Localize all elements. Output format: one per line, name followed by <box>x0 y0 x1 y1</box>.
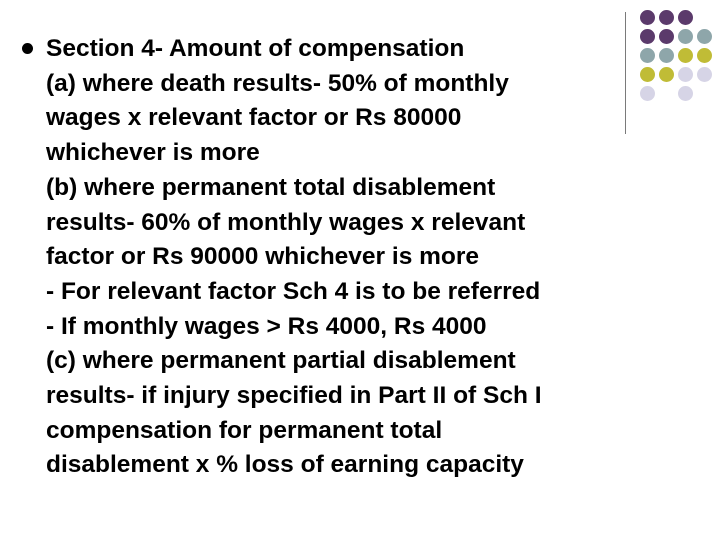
decorative-dot <box>659 10 674 25</box>
text-line: (a) where death results- 50% of monthly <box>46 69 509 97</box>
text-line: whichever is more <box>46 139 260 167</box>
text-line: - If monthly wages > Rs 4000, Rs 4000 <box>46 312 487 340</box>
text-line: Section 4- Amount of compensation <box>46 35 465 62</box>
text-line: results- if injury specified in Part II of Sch I <box>46 382 542 410</box>
text-line: (b) where permanent total disablement <box>46 173 496 201</box>
text-line: results- 60% of monthly wages x relevant <box>46 208 526 236</box>
bullet-text <box>46 32 706 483</box>
text-line: - For relevant factor Sch 4 is to be referred <box>46 277 541 305</box>
bullet-dot-icon <box>22 43 33 54</box>
text-line: disablement x % loss of earning capacity <box>46 451 524 479</box>
text-line: wages x relevant factor or Rs 80000 <box>46 104 462 132</box>
decorative-dot <box>678 10 693 25</box>
text-line: (c) where permanent partial disablement <box>46 347 516 375</box>
text-line: compensation for permanent total <box>46 416 443 444</box>
text-line: factor or Rs 90000 whichever is more <box>46 243 480 271</box>
decorative-dot <box>640 10 655 25</box>
